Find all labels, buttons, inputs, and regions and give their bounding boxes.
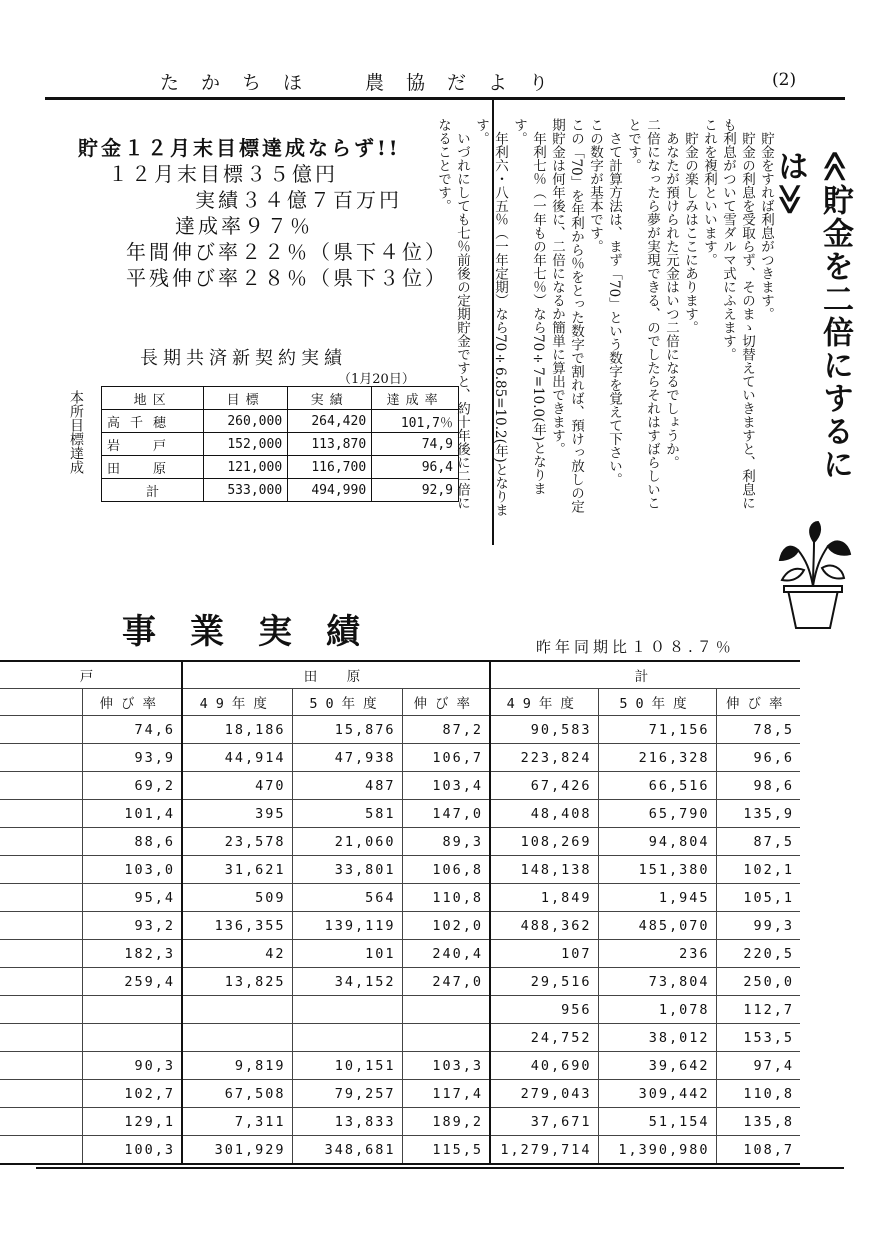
table-cell: 100,3: [82, 1136, 182, 1165]
table-cell: 103,4: [402, 772, 490, 800]
row-label-cell: [0, 996, 82, 1024]
column-header-cell: 49年度: [182, 689, 292, 716]
table-cell: 139,119: [292, 912, 402, 940]
table-cell: 236: [598, 940, 716, 968]
table-cell: 101,4: [82, 800, 182, 828]
table-cell: 220,5: [716, 940, 800, 968]
table-cell: 87,5: [716, 828, 800, 856]
table-cell: 71,156: [598, 716, 716, 744]
table-cell: 240,4: [402, 940, 490, 968]
blank-header-cell: [0, 689, 82, 716]
table-cell: 110,8: [402, 884, 490, 912]
table-cell: 485,070: [598, 912, 716, 940]
table-cell: 37,671: [490, 1108, 598, 1136]
table-cell: 182,3: [82, 940, 182, 968]
table-cell: 1,945: [598, 884, 716, 912]
table-cell: 581: [292, 800, 402, 828]
contract-cell: 岩 戸: [102, 433, 204, 456]
table-cell: 40,690: [490, 1052, 598, 1080]
contract-cell: 計: [102, 479, 204, 502]
article-title: ≪貯金を二倍にするには≫: [772, 150, 853, 482]
table-cell: 102,7: [82, 1080, 182, 1108]
table-cell: 153,5: [716, 1024, 800, 1052]
table-cell: 107: [490, 940, 598, 968]
table-cell: 117,4: [402, 1080, 490, 1108]
table-cell: 1,849: [490, 884, 598, 912]
page-number: (2): [772, 70, 797, 90]
table-cell: 7,311: [182, 1108, 292, 1136]
table-cell: 102,0: [402, 912, 490, 940]
contract-cell: 121,000: [204, 456, 288, 479]
table-cell: 38,012: [598, 1024, 716, 1052]
contract-cell: 116,700: [288, 456, 372, 479]
table-cell: 89,3: [402, 828, 490, 856]
savings-headline: 貯金１２月末目標達成ならず!!: [78, 136, 401, 160]
row-label-cell: [0, 1080, 82, 1108]
table-row: [0, 772, 800, 800]
table-cell: 247,0: [402, 968, 490, 996]
table-row: [0, 856, 800, 884]
table-cell: 488,362: [490, 912, 598, 940]
row-label-cell: [0, 912, 82, 940]
contract-side-label: 本所目標達成: [68, 390, 84, 474]
table-cell: 1,078: [598, 996, 716, 1024]
column-header-cell: 50年度: [598, 689, 716, 716]
table-cell: [292, 1024, 402, 1052]
table-cell: 135,8: [716, 1108, 800, 1136]
year-over-year-ratio: 昨年同期比１０８.７％: [536, 638, 735, 656]
contract-header-row: [102, 387, 459, 410]
table-cell: [402, 996, 490, 1024]
table-cell: 395: [182, 800, 292, 828]
table-cell: 10,151: [292, 1052, 402, 1080]
table-row: [0, 1136, 800, 1165]
business-results-title: 事業実績: [122, 612, 394, 652]
table-cell: 97,4: [716, 1052, 800, 1080]
table-cell: 31,621: [182, 856, 292, 884]
contract-cell: 494,990: [288, 479, 372, 502]
article-body: 貯金をすれば利息がつきます。 貯金の利息を受取らず、そのまゝ切替えていきますと、利息にも利息がついて雪ダルマ式にふえます。 これを複利といいます。 貯金の楽しみはここにあります。 あなたが預けられた元金はいつ二倍になるでしょうか。 二倍になったら夢が実現できる、のでしたらそれはすばらしいことです。 さて計算方法は、まず「70」という数字を覚えて下さい。 この数字が基本です。 この「70」を年利から％をとった数字で割れば、預けっ放しの定期貯金は何年後に、二倍になるか簡単に算出できます。 年利七％（一年もの年七％）なら70÷7=10.0(年)となります。 年利六・八五％（一年定期）なら70÷6.85=10.2(年)となります。 いづれにしても七％前後の定期貯金ですと、約十年後に二倍になることです。: [435, 118, 774, 517]
row-label-cell: [0, 772, 82, 800]
table-cell: 1,279,714: [490, 1136, 598, 1165]
business-table-body: [0, 716, 800, 1165]
table-cell: [82, 1024, 182, 1052]
business-results-table: [0, 660, 800, 1165]
contract-header-cell: 達成率: [372, 387, 459, 410]
table-cell: 115,5: [402, 1136, 490, 1165]
table-row: [0, 912, 800, 940]
table-cell: 509: [182, 884, 292, 912]
table-cell: 106,7: [402, 744, 490, 772]
table-cell: 106,8: [402, 856, 490, 884]
column-header-cell: 49年度: [490, 689, 598, 716]
table-cell: 13,833: [292, 1108, 402, 1136]
column-header-cell: 伸び率: [402, 689, 490, 716]
contract-cell: 74,9: [372, 433, 459, 456]
table-cell: 96,6: [716, 744, 800, 772]
table-cell: 78,5: [716, 716, 800, 744]
newsletter-title: たかちほ 農協だより: [160, 72, 571, 94]
contract-row: [102, 433, 459, 456]
table-cell: 51,154: [598, 1108, 716, 1136]
table-cell: 24,752: [490, 1024, 598, 1052]
column-header-cell: 伸び率: [82, 689, 182, 716]
table-cell: 136,355: [182, 912, 292, 940]
row-label-cell: [0, 1136, 82, 1165]
contract-cell: 152,000: [204, 433, 288, 456]
contract-cell: 260,000: [204, 410, 288, 433]
table-cell: 102,1: [716, 856, 800, 884]
table-cell: 147,0: [402, 800, 490, 828]
table-cell: [82, 996, 182, 1024]
table-cell: 67,426: [490, 772, 598, 800]
contract-date: （1月20日）: [338, 372, 415, 387]
table-cell: 93,2: [82, 912, 182, 940]
table-cell: 470: [182, 772, 292, 800]
table-cell: 956: [490, 996, 598, 1024]
table-cell: 135,9: [716, 800, 800, 828]
table-cell: [292, 996, 402, 1024]
table-cell: 90,3: [82, 1052, 182, 1080]
savings-balance-growth: 平残伸び率２８％（県下３位）: [126, 266, 448, 290]
table-cell: 99,3: [716, 912, 800, 940]
table-cell: 103,3: [402, 1052, 490, 1080]
table-cell: 93,9: [82, 744, 182, 772]
table-cell: 39,642: [598, 1052, 716, 1080]
savings-actual: 実績３４億７百万円: [195, 188, 402, 212]
table-cell: 48,408: [490, 800, 598, 828]
business-column-header-row: [0, 689, 800, 716]
group-header-cell: 戸: [0, 661, 182, 689]
table-cell: 42: [182, 940, 292, 968]
table-cell: [182, 1024, 292, 1052]
business-group-header-row: [0, 661, 800, 689]
savings-rate: 達成率９７％: [175, 214, 313, 238]
footer-rule: [36, 1167, 844, 1169]
table-cell: 23,578: [182, 828, 292, 856]
table-cell: 15,876: [292, 716, 402, 744]
table-cell: 87,2: [402, 716, 490, 744]
table-cell: 29,516: [490, 968, 598, 996]
potted-plant-illustration: [758, 520, 858, 630]
table-cell: 67,508: [182, 1080, 292, 1108]
table-cell: 564: [292, 884, 402, 912]
group-header-cell: 田 原: [182, 661, 490, 689]
table-cell: [402, 1024, 490, 1052]
table-cell: 79,257: [292, 1080, 402, 1108]
table-cell: 151,380: [598, 856, 716, 884]
table-row: [0, 884, 800, 912]
table-cell: 95,4: [82, 884, 182, 912]
contract-row: [102, 456, 459, 479]
table-cell: 148,138: [490, 856, 598, 884]
table-cell: 73,804: [598, 968, 716, 996]
column-header-cell: 50年度: [292, 689, 402, 716]
header-rule: [45, 97, 845, 100]
table-cell: 279,043: [490, 1080, 598, 1108]
table-cell: 487: [292, 772, 402, 800]
table-cell: 129,1: [82, 1108, 182, 1136]
table-cell: 103,0: [82, 856, 182, 884]
table-cell: 105,1: [716, 884, 800, 912]
table-row: [0, 1080, 800, 1108]
contract-cell: 533,000: [204, 479, 288, 502]
contract-header-cell: 実績: [288, 387, 372, 410]
table-cell: 74,6: [82, 716, 182, 744]
row-label-cell: [0, 1052, 82, 1080]
table-cell: 69,2: [82, 772, 182, 800]
row-label-cell: [0, 856, 82, 884]
table-cell: 348,681: [292, 1136, 402, 1165]
row-label-cell: [0, 1108, 82, 1136]
table-cell: 47,938: [292, 744, 402, 772]
table-cell: 110,8: [716, 1080, 800, 1108]
table-cell: 21,060: [292, 828, 402, 856]
row-label-cell: [0, 968, 82, 996]
row-label-cell: [0, 940, 82, 968]
table-row: [0, 996, 800, 1024]
row-label-cell: [0, 744, 82, 772]
table-cell: 33,801: [292, 856, 402, 884]
table-row: [0, 716, 800, 744]
table-cell: 94,804: [598, 828, 716, 856]
table-cell: 9,819: [182, 1052, 292, 1080]
table-cell: 259,4: [82, 968, 182, 996]
group-header-cell: 計: [490, 661, 800, 689]
table-cell: 1,390,980: [598, 1136, 716, 1165]
row-label-cell: [0, 716, 82, 744]
column-header-cell: 伸び率: [716, 689, 800, 716]
table-cell: [182, 996, 292, 1024]
table-row: [0, 744, 800, 772]
table-row: [0, 968, 800, 996]
row-label-cell: [0, 800, 82, 828]
contract-cell: 101,7％: [372, 410, 459, 433]
table-cell: 108,7: [716, 1136, 800, 1165]
table-cell: 98,6: [716, 772, 800, 800]
table-cell: 189,2: [402, 1108, 490, 1136]
table-cell: 309,442: [598, 1080, 716, 1108]
table-cell: 13,825: [182, 968, 292, 996]
contract-total-row: [102, 479, 459, 502]
table-cell: 18,186: [182, 716, 292, 744]
savings-yearly-growth: 年間伸び率２２％（県下４位）: [126, 240, 448, 264]
table-row: [0, 940, 800, 968]
table-cell: 90,583: [490, 716, 598, 744]
row-label-cell: [0, 884, 82, 912]
table-cell: 112,7: [716, 996, 800, 1024]
table-row: [0, 800, 800, 828]
table-cell: 250,0: [716, 968, 800, 996]
table-row: [0, 1052, 800, 1080]
contract-cell: 113,870: [288, 433, 372, 456]
table-cell: 108,269: [490, 828, 598, 856]
contract-cell: 264,420: [288, 410, 372, 433]
table-cell: 34,152: [292, 968, 402, 996]
contract-row: [102, 410, 459, 433]
contract-cell: 高千穂: [102, 410, 204, 433]
table-cell: 65,790: [598, 800, 716, 828]
contract-header-cell: 地区: [102, 387, 204, 410]
contract-cell: 田 原: [102, 456, 204, 479]
table-cell: 88,6: [82, 828, 182, 856]
table-row: [0, 828, 800, 856]
contract-cell: 96,4: [372, 456, 459, 479]
contract-title: 長期共済新契約実績: [140, 348, 347, 369]
savings-target: １２月末目標３５億円: [108, 162, 338, 186]
table-cell: 44,914: [182, 744, 292, 772]
table-cell: 101: [292, 940, 402, 968]
contract-cell: 92,9: [372, 479, 459, 502]
table-row: [0, 1024, 800, 1052]
row-label-cell: [0, 828, 82, 856]
contract-header-cell: 目標: [204, 387, 288, 410]
table-cell: 301,929: [182, 1136, 292, 1165]
table-row: [0, 1108, 800, 1136]
table-cell: 223,824: [490, 744, 598, 772]
contract-table: [101, 386, 459, 502]
table-cell: 66,516: [598, 772, 716, 800]
row-label-cell: [0, 1024, 82, 1052]
table-cell: 216,328: [598, 744, 716, 772]
